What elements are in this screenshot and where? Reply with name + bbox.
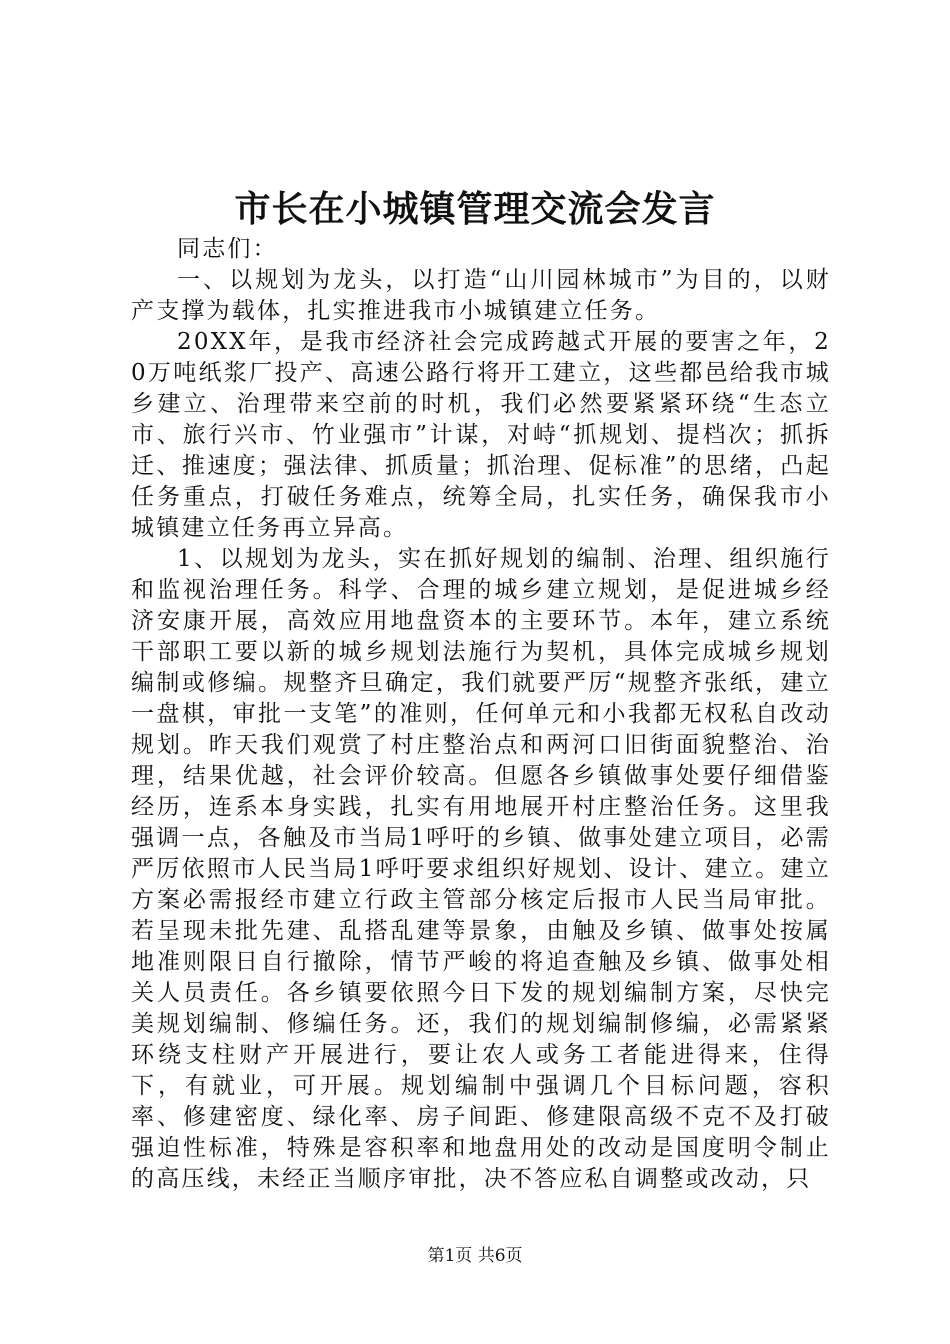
paragraph-section-one: 一、以规划为龙头，以打造“山川园林城市”为目的，以财产支撑为载体，扎实推进我市小城镇建立任务。 [131, 267, 831, 324]
document-title: 市长在小城镇管理交流会发言 [234, 188, 716, 230]
page-number-footer: 第1页 共6页 [427, 1246, 523, 1266]
paragraph-year-overview: 20XX年，是我市经济社会完成跨越式开展的要害之年，20万吨纸浆厂投产、高速公路行将开工建立，这些都邑给我市城乡建立、治理带来空前的时机，我们必然要紧紧环绕“生态立市、旅行兴市、竹业强市”计谋，对峙“抓规划、提档次；抓拆迁、推速度；强法律、抓质量；抓治理、促标准”的思绪，凸起任务重点，打破任务难点，统筹全局，扎实任务，确保我市小城镇建立任务再立异高。 [131, 329, 831, 541]
paragraph-planning: 1、以规划为龙头，实在抓好规划的编制、治理、组织施行和监视治理任务。科学、合理的城乡建立规划，是促进城乡经济安康开展，高效应用地盘资本的主要环节。本年，建立系统干部职工要以新的城乡规划法施行为契机，具体完成城乡规划编制或修编。规整齐旦确定，我们就要严厉“规整齐张纸，建立一盘棋，审批一支笔”的准则，任何单元和小我都无权私自改动规划。昨天我们观赏了村庄整治点和两河口旧街面貌整治、治理，结果优越，社会评价较高。但愿各乡镇做事处要仔细借鉴经历，连系本身实践，扎实有用地展开村庄整治任务。这里我强调一点，各触及市当局1呼吁的乡镇、做事处建立项目，必需严厉依照市人民当局1呼吁要求组织好规划、设计、建立。建立方案必需报经市建立行政主管部分核定后报市人民当局审批。若呈现未批先建、乱搭乱建等景象，由触及乡镇、做事处按属地准则限日自行撤除，情节严峻的将追查触及乡镇、做事处相关人员责任。各乡镇要依照今日下发的规划编制方案，尽快完美规划编制、修编任务。还，我们的规划编制修编，必需紧紧环绕支柱财产开展进行，要让农人或务工者能进得来，住得下，有就业，可开展。规划编制中强调几个目标问题，容积率、修建密度、绿化率、房子间距、修建限高级不克不及打破强迫性标准，特殊是容积率和地盘用处的改动是国度明令制止的高压线，未经正当顺序审批，决不答应私自调整或改动，只 [131, 546, 831, 1192]
document-body [131, 234, 831, 1195]
paragraph-salutation: 同志们： [177, 236, 278, 262]
